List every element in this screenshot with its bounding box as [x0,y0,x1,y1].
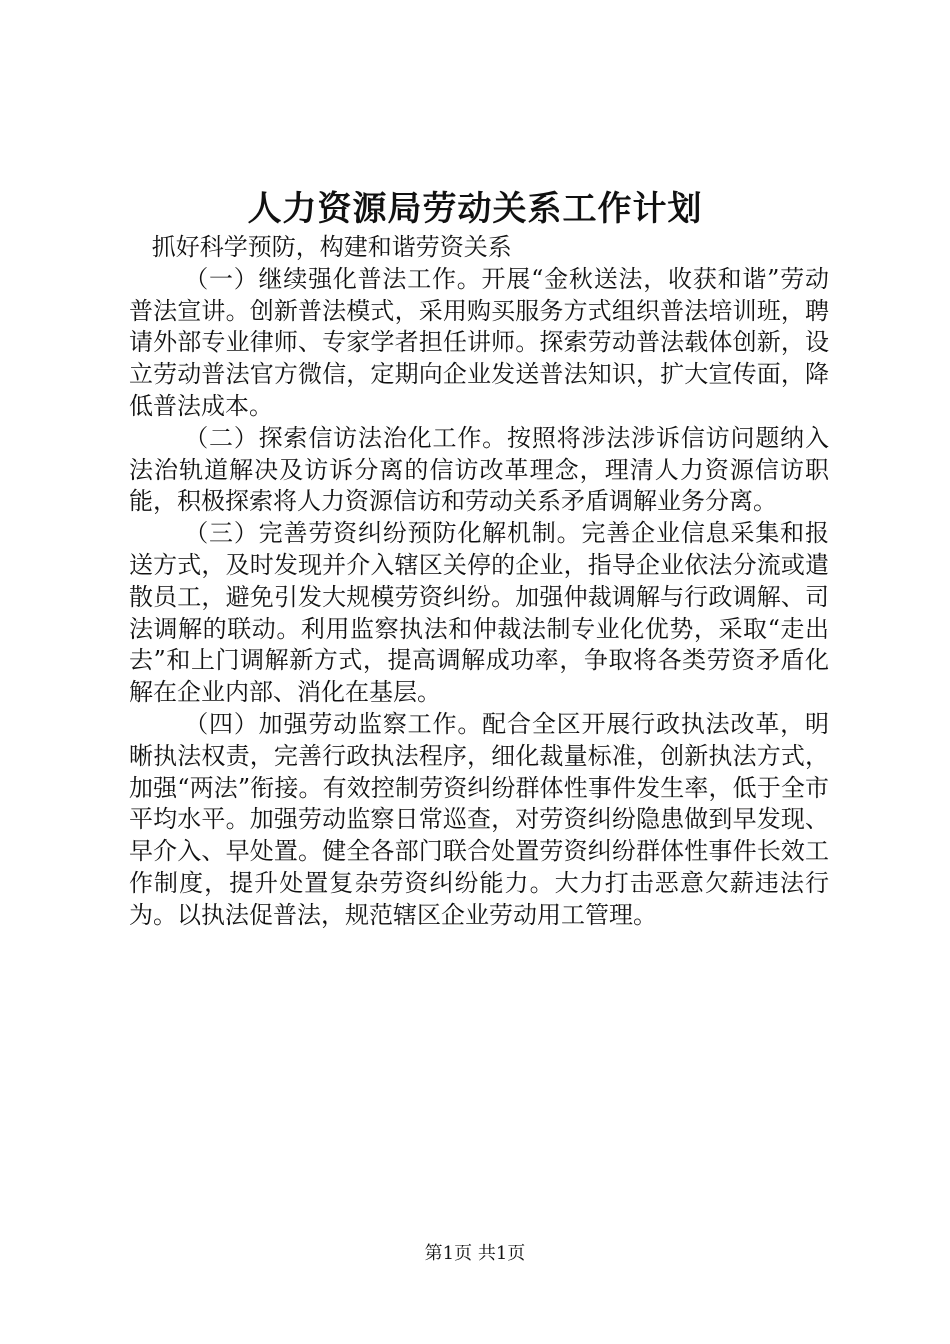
paragraph-4: （四）加强劳动监察工作。配合全区开展行政执法改革，明晰执法权责，完善行政执法程序，细化裁量标准，创新执法方式，加强“两法”衔接。有效控制劳资纠纷群体性事件发生率，低于全市平均水平。加强劳动监察日常巡查，对劳资纠纷隐患做到早发现、早介入、早处置。健全各部门联合处置劳资纠纷群体性事件长效工作制度，提升处置复杂劳资纠纷能力。大力打击恶意欠薪违法行为。以执法促普法，规范辖区企业劳动用工管理。 [129,709,829,929]
paragraph-3: （三）完善劳资纠纷预防化解机制。完善企业信息采集和报送方式，及时发现并介入辖区关停的企业，指导企业依法分流或遣散员工，避免引发大规模劳资纠纷。加强仲裁调解与行政调解、司法调解的联动。利用监察执法和仲裁法制专业化优势，采取“走出去”和上门调解新方式，提高调解成功率，争取将各类劳资矛盾化解在企业内部、消化在基层。 [129,519,829,707]
section-heading: 抓好科学预防，构建和谐劳资关系 [151,233,512,261]
paragraph-2: （二）探索信访法治化工作。按照将涉法涉诉信访问题纳入法治轨道解决及访诉分离的信访改革理念，理清人力资源信访职能，积极探索将人力资源信访和劳动关系矛盾调解业务分离。 [129,423,829,516]
document-title: 人力资源局劳动关系工作计划 [247,189,703,229]
page-footer: 第1页 共1页 [424,1243,526,1264]
paragraph-1: （一）继续强化普法工作。开展“金秋送法，收获和谐”劳动普法宣讲。创新普法模式，采用购买服务方式组织普法培训班，聘请外部专业律师、专家学者担任讲师。探索劳动普法载体创新，设立劳动普法官方微信，定期向企业发送普法知识，扩大宣传面，降低普法成本。 [129,264,829,420]
document-body [129,232,829,932]
